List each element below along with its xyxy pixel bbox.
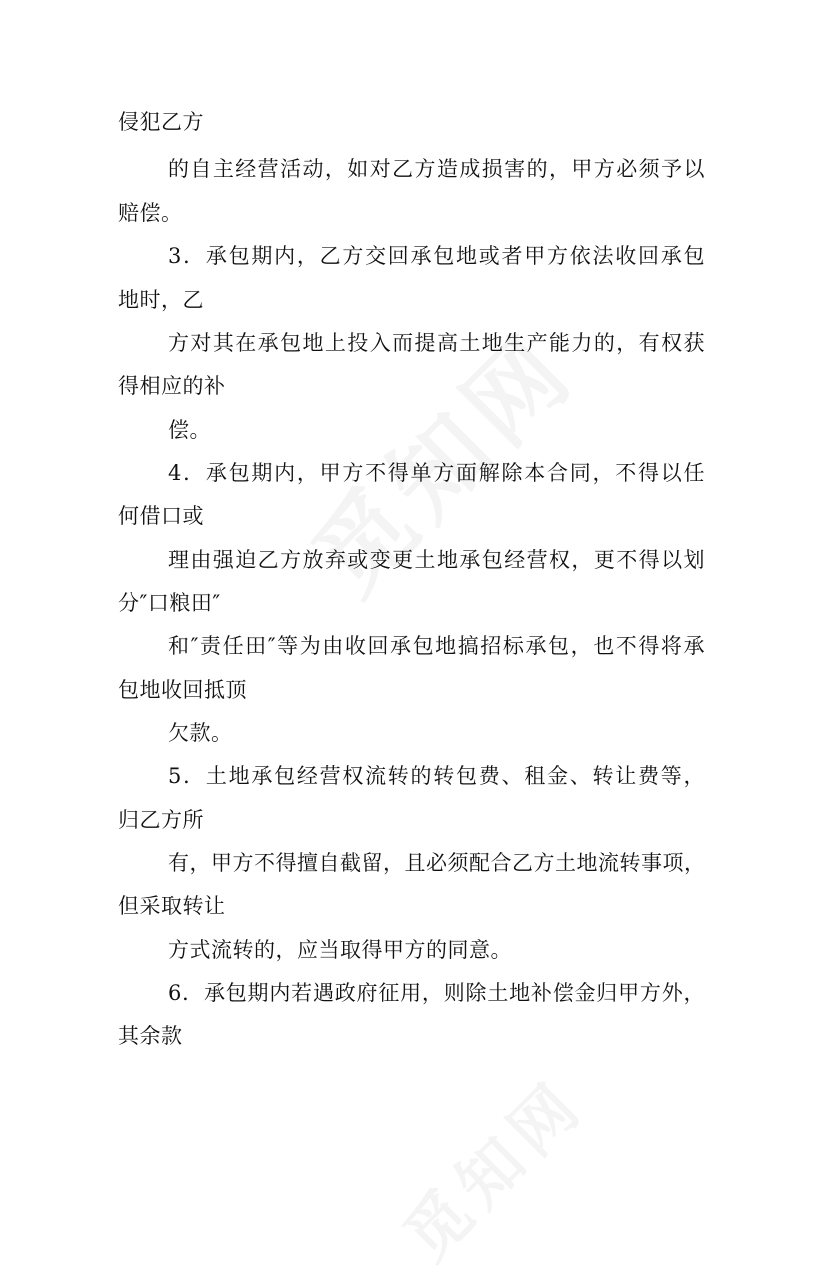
text-line: 方对其在承包地上投入而提高土地生产能力的，有权获	[168, 331, 705, 355]
text-line: 得相应的补	[118, 374, 226, 398]
text-line: 有，甲方不得擅自截留，且必须配合乙方土地流转事项，	[168, 851, 706, 875]
text-line: 6．承包期内若遇政府征用，则除土地补偿金归甲方外，	[168, 981, 705, 1005]
text-line: 分″口粮田″	[118, 591, 221, 615]
text-line: 偿。	[168, 418, 211, 442]
text-line: 方式流转的，应当取得甲方的同意。	[168, 938, 512, 962]
text-line: 地时，乙	[118, 288, 204, 312]
text-line: 但采取转让	[118, 894, 226, 918]
text-line: 理由强迫乙方放弃或变更土地承包经营权，更不得以划	[168, 548, 705, 572]
text-line: 其余款	[118, 1024, 183, 1048]
text-line: 赔偿。	[118, 201, 183, 225]
text-line: 归乙方所	[118, 808, 204, 832]
text-line: 包地收回抵顶	[118, 678, 247, 702]
text-line: 欠款。	[168, 721, 233, 745]
text-line: 4．承包期内，甲方不得单方面解除本合同，不得以任	[168, 461, 705, 485]
text-line: 和″责任田″等为由收回承包地搞招标承包，也不得将承	[168, 634, 705, 658]
text-line: 的自主经营活动，如对乙方造成损害的，甲方必须予以	[168, 157, 705, 181]
text-line: 5．土地承包经营权流转的转包费、租金、转让费等，	[168, 764, 705, 788]
watermark-bottom	[380, 1055, 602, 1277]
text-line: 3．承包期内，乙方交回承包地或者甲方依法收回承包	[168, 244, 705, 268]
text-line: 何借口或	[118, 504, 204, 528]
text-line: 侵犯乙方	[118, 110, 204, 134]
